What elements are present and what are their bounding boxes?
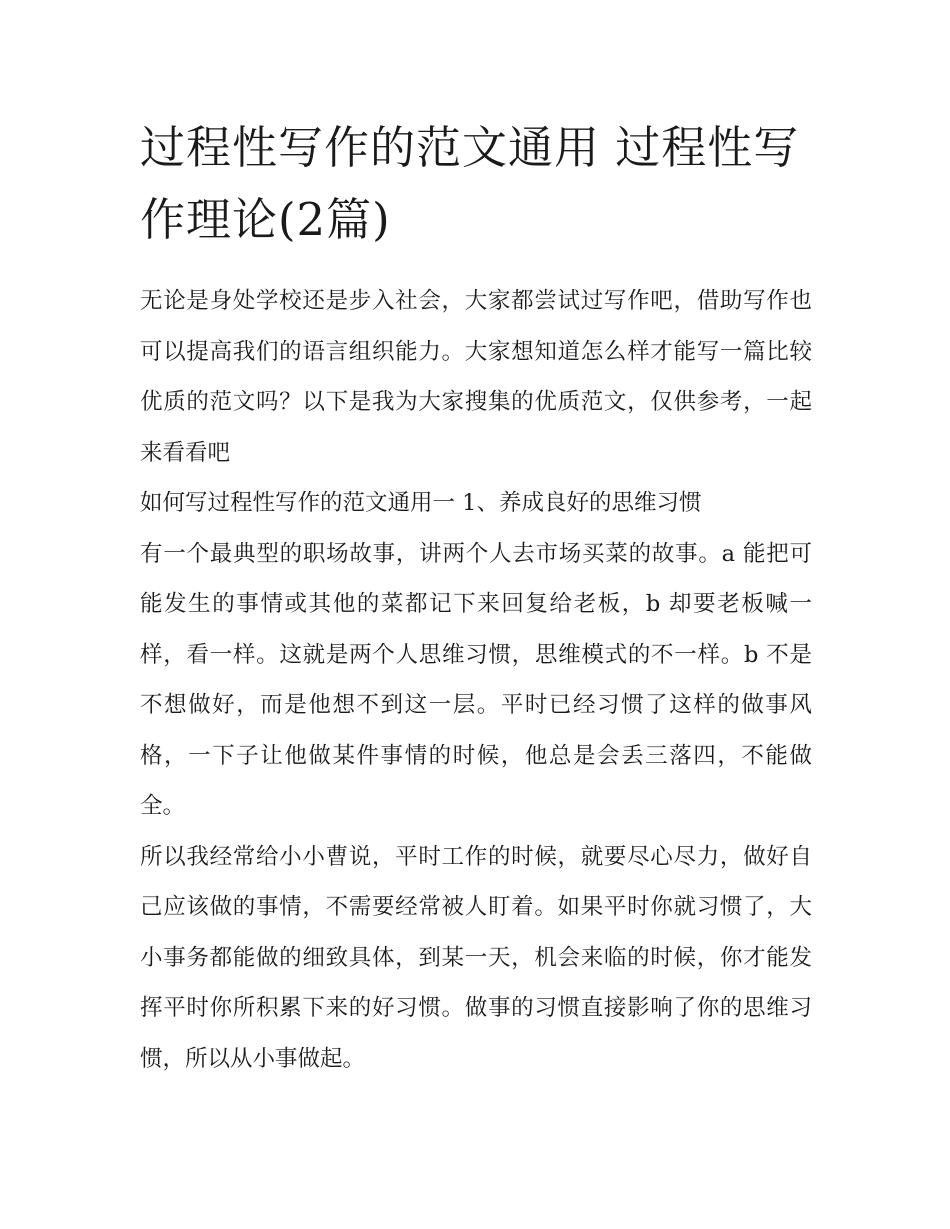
section-heading: 如何写过程性写作的范文通用一 1、养成良好的思维习惯: [140, 490, 702, 516]
body-paragraph: 有一个最典型的职场故事，讲两个人去市场买菜的故事。a 能把可能发生的事情或其他的菜都记下来回复给老板，b 却要老板喊一样，看一样。这就是两个人思维习惯，思维模式的不一样。b 不是不想做好，而是他想不到这一层。平时已经习惯了这样的做事风格，一下子让他做某件事情的时候，他总是会丢三落四，不能做全。: [140, 540, 812, 819]
document-page: [140, 112, 812, 1084]
intro-paragraph: 无论是身处学校还是步入社会，大家都尝试过写作吧，借助写作也可以提高我们的语言组织能力。大家想知道怎么样才能写一篇比较优质的范文吗？以下是我为大家搜集的优质范文，仅供参考，一起来看看吧: [140, 288, 812, 466]
body-paragraph: 所以我经常给小小曹说，平时工作的时候，就要尽心尽力，做好自己应该做的事情，不需要经常被人盯着。如果平时你就习惯了，大小事务都能做的细致具体，到某一天，机会来临的时候，你才能发挥平时你所积累下来的好习惯。做事的习惯直接影响了你的思维习惯，所以从小事做起。: [140, 843, 812, 1072]
document-title: 过程性写作的范文通用 过程性写作理论(2篇): [140, 121, 800, 246]
